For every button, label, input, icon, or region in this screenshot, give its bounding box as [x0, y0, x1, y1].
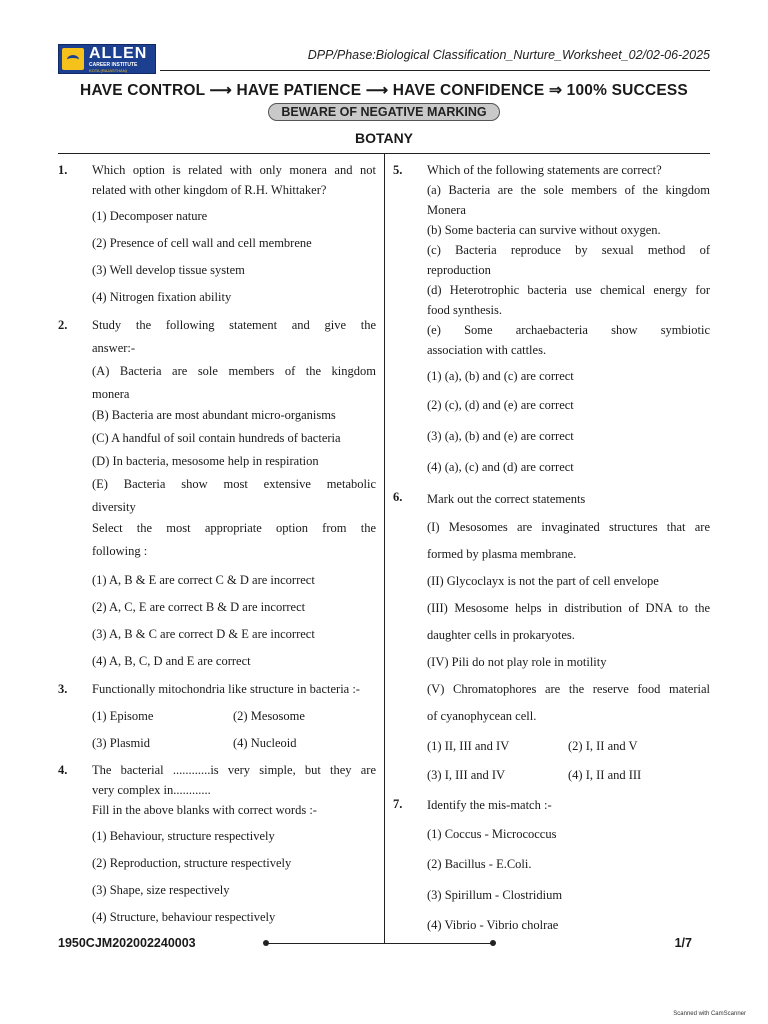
question-stem: Which of the following statements are correct?	[427, 163, 662, 177]
statement-c: (c) Bacteria reproduce by sexual method of	[427, 243, 710, 257]
question-number: 2.	[58, 318, 68, 332]
footer-divider	[268, 943, 494, 944]
statement-c: reproduction	[427, 263, 491, 277]
statement-v: of cyanophycean cell.	[427, 709, 537, 723]
page-number: 1/7	[674, 936, 692, 950]
option-2: (2) (c), (d) and (e) are correct	[427, 398, 574, 412]
question-stem: answer:-	[92, 341, 136, 355]
statement-a: Monera	[427, 203, 466, 217]
option-1: (1) Behaviour, structure respectively	[92, 829, 275, 843]
column-divider	[384, 153, 385, 943]
option-1: (1) (a), (b) and (c) are correct	[427, 369, 574, 383]
statement-iv: (IV) Pili do not play role in motility	[427, 655, 607, 669]
question-number: 4.	[58, 763, 68, 777]
option-1: (1) A, B & E are correct C & D are incorrect	[92, 573, 315, 587]
option-4: (4) A, B, C, D and E are correct	[92, 654, 251, 668]
footer-bullet	[490, 940, 496, 946]
option-3: (3) Spirillum - Clostridium	[427, 888, 563, 902]
statement-a: monera	[92, 387, 130, 401]
statement-i: formed by plasma membrane.	[427, 547, 577, 561]
allen-emblem-icon	[62, 48, 84, 70]
logo-name: ALLEN	[89, 45, 148, 62]
motto-banner: HAVE CONTROL ⟶ HAVE PATIENCE ⟶ HAVE CONFIDENCE ⇒ 100% SUCCESS	[80, 82, 688, 99]
statement-e: diversity	[92, 500, 136, 514]
option-3: (3) (a), (b) and (e) are correct	[427, 429, 574, 443]
option-3: (3) Shape, size respectively	[92, 883, 230, 897]
option-4: (4) Vibrio - Vibrio cholrae	[427, 918, 559, 932]
statement-b: (b) Some bacteria can survive without oxygen.	[427, 223, 661, 237]
statement-e: (E) Bacteria show most extensive metabolic	[92, 477, 376, 491]
statement-i: (I) Mesosomes are invaginated structures that are	[427, 520, 710, 534]
statement-v: (V) Chromatophores are the reserve food material	[427, 682, 710, 696]
question-stem: very complex in............	[92, 783, 211, 797]
negative-marking-warning: BEWARE OF NEGATIVE MARKING	[268, 103, 499, 121]
statement-iii: (III) Mesosome helps in distribution of DNA to the	[427, 601, 710, 615]
question-stem: Identify the mis-match :-	[427, 798, 552, 812]
option-4: (4) Nitrogen fixation ability	[92, 290, 232, 304]
option-2: (2) Reproduction, structure respectively	[92, 856, 292, 870]
question-number: 6.	[393, 490, 403, 504]
question-number: 1.	[58, 163, 68, 177]
option-3: (3) I, III and IV	[427, 768, 506, 782]
option-4: (4) I, II and III	[568, 768, 642, 782]
question-stem: The bacterial ............is very simple, but they are	[92, 763, 376, 777]
question-stem: Which option is related with only monera and not	[92, 163, 376, 177]
option-4: (4) (a), (c) and (d) are correct	[427, 460, 574, 474]
question-instruction: Fill in the above blanks with correct words :-	[92, 803, 317, 817]
option-2: (2) A, C, E are correct B & D are incorrect	[92, 600, 306, 614]
option-4: (4) Structure, behaviour respectively	[92, 910, 276, 924]
option-3: (3) Plasmid	[92, 736, 150, 750]
question-instruction: Select the most appropriate option from the	[92, 521, 376, 535]
statement-e: association with cattles.	[427, 343, 547, 357]
logo-subtitle: CAREER INSTITUTE	[89, 62, 138, 68]
option-2: (2) Bacillus - E.Coli.	[427, 857, 532, 871]
option-1: (1) Episome	[92, 709, 154, 723]
question-number: 7.	[393, 797, 403, 811]
question-stem: Study the following statement and give the	[92, 318, 376, 332]
question-stem: related with other kingdom of R.H. Whittaker?	[92, 183, 327, 197]
document-code: DPP/Phase:Biological Classification_Nurture_Worksheet_02/02-06-2025	[307, 48, 710, 62]
statement-ii: (II) Glycoclayx is not the part of cell envelope	[427, 574, 659, 588]
option-3: (3) Well develop tissue system	[92, 263, 245, 277]
statement-b: (B) Bacteria are most abundant micro-organisms	[92, 408, 336, 422]
statement-c: (C) A handful of soil contain hundreds of bacteria	[92, 431, 341, 445]
statement-a: (A) Bacteria are sole members of the kingdom	[92, 364, 376, 378]
statement-iii: daughter cells in prokaryotes.	[427, 628, 575, 642]
option-3: (3) A, B & C are correct D & E are incorrect	[92, 627, 315, 641]
question-number: 5.	[393, 163, 403, 177]
option-1: (1) II, III and IV	[427, 739, 510, 753]
question-stem: Mark out the correct statements	[427, 492, 586, 506]
option-2: (2) I, II and V	[568, 739, 638, 753]
header-divider	[160, 70, 710, 71]
option-2: (2) Mesosome	[233, 709, 305, 723]
statement-d: food synthesis.	[427, 303, 502, 317]
question-instruction: following :	[92, 544, 148, 558]
option-1: (1) Coccus - Micrococcus	[427, 827, 557, 841]
option-2: (2) Presence of cell wall and cell membrene	[92, 236, 312, 250]
logo-location: KOTA (RAJASTHAN)	[89, 68, 127, 73]
question-stem: Functionally mitochondria like structure in bacteria :-	[92, 682, 360, 696]
option-1: (1) Decomposer nature	[92, 209, 208, 223]
question-number: 3.	[58, 682, 68, 696]
statement-d: (D) In bacteria, mesosome help in respiration	[92, 454, 319, 468]
statement-e: (e) Some archaebacteria show symbiotic	[427, 323, 710, 337]
statement-a: (a) Bacteria are the sole members of the kingdom	[427, 183, 710, 197]
paper-code: 1950CJM202002240003	[58, 936, 196, 950]
subject-title: BOTANY	[354, 130, 414, 146]
option-4: (4) Nucleoid	[233, 736, 297, 750]
scanner-watermark: Scanned with CamScanner	[673, 1011, 746, 1017]
statement-d: (d) Heterotrophic bacteria use chemical energy for	[427, 283, 710, 297]
allen-logo	[58, 44, 156, 74]
